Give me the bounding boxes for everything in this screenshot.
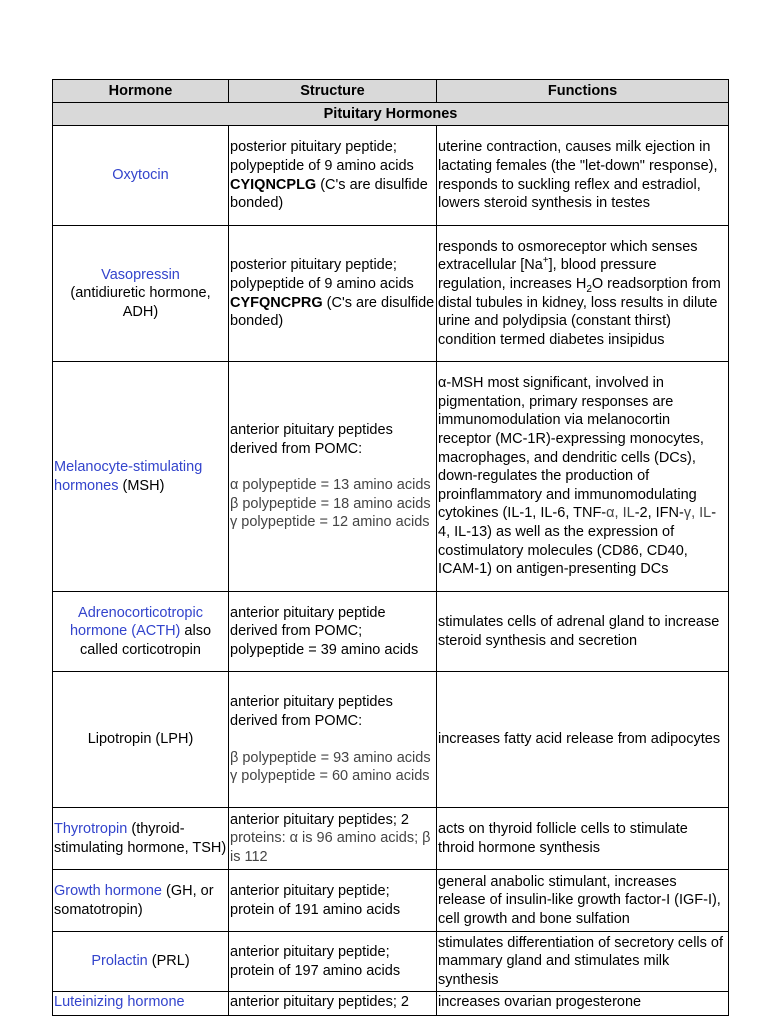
structure-text: anterior pituitary peptides derived from POMC:: [230, 694, 393, 729]
structure-line: α polypeptide = 13 amino acids: [230, 477, 431, 494]
hormone-link[interactable]: Melanocyte-stimulating hormones: [54, 458, 203, 494]
table-row: [53, 226, 729, 362]
table-row: [53, 592, 729, 672]
function-cell: increases fatty acid release from adipocytes: [437, 672, 729, 808]
structure-cell: anterior pituitary peptide derived from POMC; polypeptide = 39 amino acids: [229, 592, 437, 672]
structure-line: β polypeptide = 93 amino acids: [230, 749, 431, 766]
table-row: [53, 932, 729, 992]
hormone-cell: [53, 126, 229, 226]
table-row: [53, 808, 729, 870]
function-cell: stimulates differentiation of secretory cells of mammary gland and stimulates milk synthesis: [437, 932, 729, 992]
structure-cell: [229, 126, 437, 226]
hormone-cell: [53, 870, 229, 932]
table-row: [53, 672, 729, 808]
header-row: [53, 80, 729, 103]
hormone-cell: [53, 992, 229, 1016]
table-row: [53, 126, 729, 226]
function-cell: uterine contraction, causes milk ejection in lactating females (the "let-down" response), responds to suckling reflex and estradiol, lowers steroid synthesis in testes: [437, 126, 729, 226]
function-text: O readsorption from distal tubules in kidney, loss results in dilute urine and polydipsia (constant thirst) condition termed diabetes insipidus: [438, 275, 721, 348]
hormone-alias: (GH, or somatotropin): [54, 882, 214, 918]
structure-text: posterior pituitary peptide; polypeptide of 9 amino acids: [230, 257, 414, 292]
function-text: ], blood pressure regulation, increases H: [438, 257, 657, 292]
header-functions: Functions: [437, 80, 729, 103]
subscript: 2: [586, 283, 592, 295]
section-title: Pituitary Hormones: [53, 103, 729, 126]
header-structure: Structure: [229, 80, 437, 103]
table-row: [53, 362, 729, 592]
structure-cell: [229, 672, 437, 808]
function-text: responds to osmoreceptor which senses extracellular [Na: [438, 238, 698, 274]
hormone-link[interactable]: Adrenocorticotropic hormone (ACTH): [69, 604, 203, 640]
hormone-cell: [53, 226, 229, 362]
structure-line: γ polypeptide = 60 amino acids: [230, 768, 430, 785]
structure-cell: anterior pituitary peptides; 2: [229, 992, 437, 1016]
superscript: +: [542, 255, 549, 267]
structure-cell: [229, 808, 437, 870]
hormone-cell: [53, 932, 229, 992]
hormone-alias: also called corticotropin: [80, 623, 212, 658]
function-cell: increases ovarian progesterone: [437, 992, 729, 1016]
structure-text: posterior pituitary peptide; polypeptide of 9 amino acids: [230, 139, 414, 174]
hormone-alias: (PRL): [147, 953, 190, 970]
function-text: γ, IL: [683, 505, 712, 522]
structure-cell: [229, 226, 437, 362]
hormone-cell: [53, 808, 229, 870]
hormone-link[interactable]: Growth hormone: [54, 882, 162, 899]
amino-sequence: CYIQNCPLG: [230, 176, 317, 193]
structure-cell: anterior pituitary peptide; protein of 197 amino acids: [229, 932, 437, 992]
table-row: [53, 992, 729, 1016]
hormone-link[interactable]: Luteinizing hormone: [54, 994, 185, 1010]
function-text: α, IL: [606, 505, 635, 522]
hormone-cell: [53, 592, 229, 672]
function-cell: stimulates cells of adrenal gland to increase steroid synthesis and secretion: [437, 592, 729, 672]
structure-line: β polypeptide = 18 amino acids: [230, 495, 431, 512]
hormone-alias: (thyroid-stimulating hormone, TSH): [54, 820, 227, 856]
structure-text: proteins: α is 96 amino acids; β is 112: [230, 830, 431, 865]
hormone-link[interactable]: Thyrotropin: [54, 820, 128, 837]
hormone-cell: Lipotropin (LPH): [53, 672, 229, 808]
function-cell: [437, 226, 729, 362]
structure-cell: [229, 362, 437, 592]
function-cell: [437, 362, 729, 592]
structure-line: γ polypeptide = 12 amino acids: [230, 514, 430, 531]
function-cell: general anabolic stimulant, increases release of insulin-like growth factor-I (IGF-I), cell growth and bone sulfation: [437, 870, 729, 932]
header-hormone: Hormone: [53, 80, 229, 103]
amino-sequence: CYFQNCPRG: [230, 294, 323, 311]
section-row: [53, 103, 729, 126]
structure-text: (C's are disulfide bonded): [230, 294, 435, 330]
function-text: -4, IL-13) as well as the expression of costimulatory molecules (CD86, CD40, ICAM-1) on antigen-presenting DCs: [438, 505, 717, 578]
function-text: α-MSH most significant, involved in pigmentation, primary responses are immunomodulation via melanocortin receptor (MC-1R)-expressing monocytes, macrophages, and dendritic cells (DCs), down-regulates the production of proinflammatory and immunomodulating cytokines (IL-1, IL-6, TNF-: [438, 375, 704, 522]
structure-cell: anterior pituitary peptide; protein of 191 amino acids: [229, 870, 437, 932]
hormone-table: [52, 79, 729, 1016]
hormone-alias: (MSH): [118, 477, 165, 494]
hormone-link[interactable]: Oxytocin: [112, 167, 169, 184]
hormone-link[interactable]: Prolactin: [91, 953, 148, 970]
function-cell: acts on thyroid follicle cells to stimulate throid hormone synthesis: [437, 808, 729, 870]
hormone-cell: [53, 362, 229, 592]
structure-text: anterior pituitary peptides derived from POMC:: [230, 422, 393, 457]
hormone-alias: (antidiuretic hormone, ADH): [70, 285, 211, 320]
structure-text: anterior pituitary peptides; 2: [230, 811, 409, 828]
table-row: [53, 870, 729, 932]
hormone-link[interactable]: Vasopressin: [101, 266, 180, 283]
function-text: -2, IFN-: [634, 505, 684, 522]
structure-text: (C's are disulfide bonded): [230, 176, 428, 212]
